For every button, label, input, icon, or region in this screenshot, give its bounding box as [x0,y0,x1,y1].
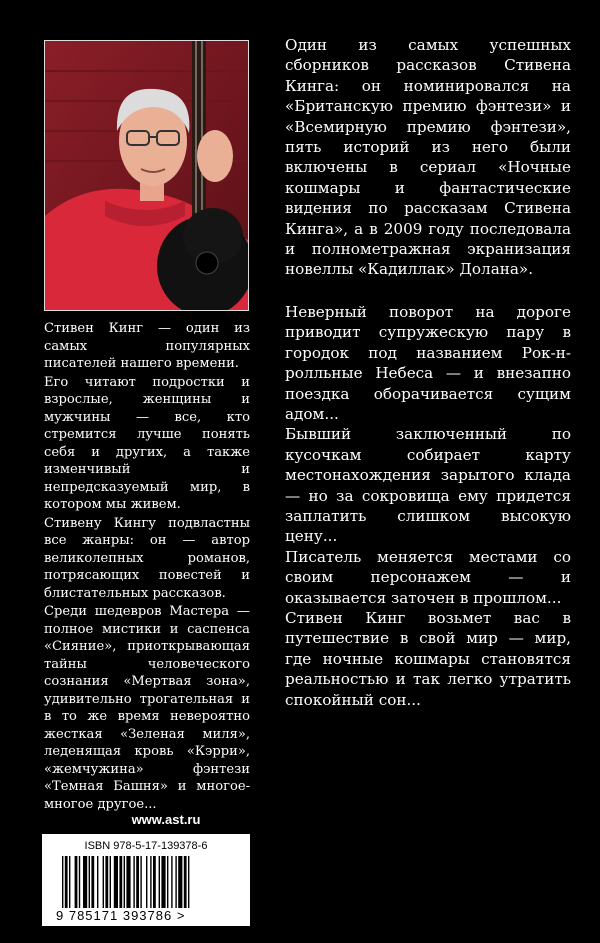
bio-paragraph: Его читают подростки и взрослые, женщины и мужчины — все, кто стремится лучше понять себя и других, а также изменчивый и непредсказуемый мир, в котором мы живем. [44,374,250,512]
barcode-bar [175,856,176,908]
barcode-bar [91,856,94,908]
author-photo-illustration [45,41,249,311]
blurb-paragraph: Стивен Кинг возьмет вас в путешествие в свой мир — мир, где ночные кошмары становятся реальностью и так легко утратить спокойный сон... [285,608,571,709]
barcode-digits: 9 785171 393786 > [56,908,186,923]
publisher-website[interactable]: www.ast.ru [131,812,201,827]
barcode-bar [75,856,78,908]
barcode-bar [79,856,80,908]
barcode-bar [146,856,147,908]
barcode-bar [178,856,182,908]
barcode-bar [89,856,90,908]
barcode-bar [140,856,141,908]
barcode-bar [126,856,130,908]
barcode-bar [69,856,70,908]
bio-paragraph: Стивену Кингу подвластны все жанры: он — автор великолепных романов, потрясающих повестей и блистательных рассказов. [44,515,250,601]
barcode-bar [105,856,108,908]
author-bio [44,320,250,814]
barcode-bar [114,856,118,908]
barcode-bar [161,856,165,908]
barcode-bar [133,856,134,908]
barcode-bar [124,856,125,908]
blurb-paragraph: Один из самых успешных сборников рассказов Стивена Кинга: он номинировался на «Британскую премию фэнтези» и «Всемирную премию фэнтези», пять историй из него были включены в сериал «Ночные кошмары и фантастические видения по рассказам Стивена Кинга», а в 2009 году последовала и полнометражная экранизация новеллы «Кадиллак» Долана». [285,36,571,279]
bio-paragraph: Стивен Кинг — один из самых популярных писателей нашего времени. [44,321,250,371]
barcode-bar [184,856,187,908]
bio-paragraph: Среди шедевров Мастера — полное мистики и саспенса «Сияние», приоткрывающая тайны человеческого сознания «Мертвая зона», удивительно трогательная и в то же время невероятно жесткая «Зеленая миля», леденящая кровь «Кэрри», «жемчужина» фэнтези «Темная Башня» и многое-многое другое... [44,604,250,812]
barcode-bar [62,856,63,908]
book-blurb [285,35,571,710]
blurb-paragraph: Бывший заключенный по кусочкам собирает карту местонахождения зарытого клада — но за сокровища ему придется заплатить слишком высокую цену... [285,425,571,546]
barcode-bar [110,856,111,908]
barcode-bar [83,856,87,908]
barcode-bar [159,856,160,908]
barcode-bars [62,856,232,908]
barcode-bar [65,856,68,908]
isbn-label: ISBN 978-5-17-139378-6 [84,840,208,852]
author-photo [44,40,249,311]
barcode-bar [136,856,139,908]
barcode-bar [188,856,189,908]
barcode-bar [153,856,156,908]
blurb-paragraph: Писатель меняется местами со своим персонажем — и оказывается заточен в прошлом... [285,547,571,607]
barcode-bar [171,856,172,908]
barcode-bar [97,856,98,908]
barcode-bar [167,856,168,908]
barcode-block [42,834,250,926]
barcode-bar [103,856,104,908]
barcode-bar [119,856,122,908]
barcode-bar [150,856,151,908]
blurb-paragraph: Неверный поворот на дороге приводит супружескую пару в городок под названием Рок-н-ролльные Небеса — и внезапно поездка оборачивается сущим адом... [285,302,571,423]
